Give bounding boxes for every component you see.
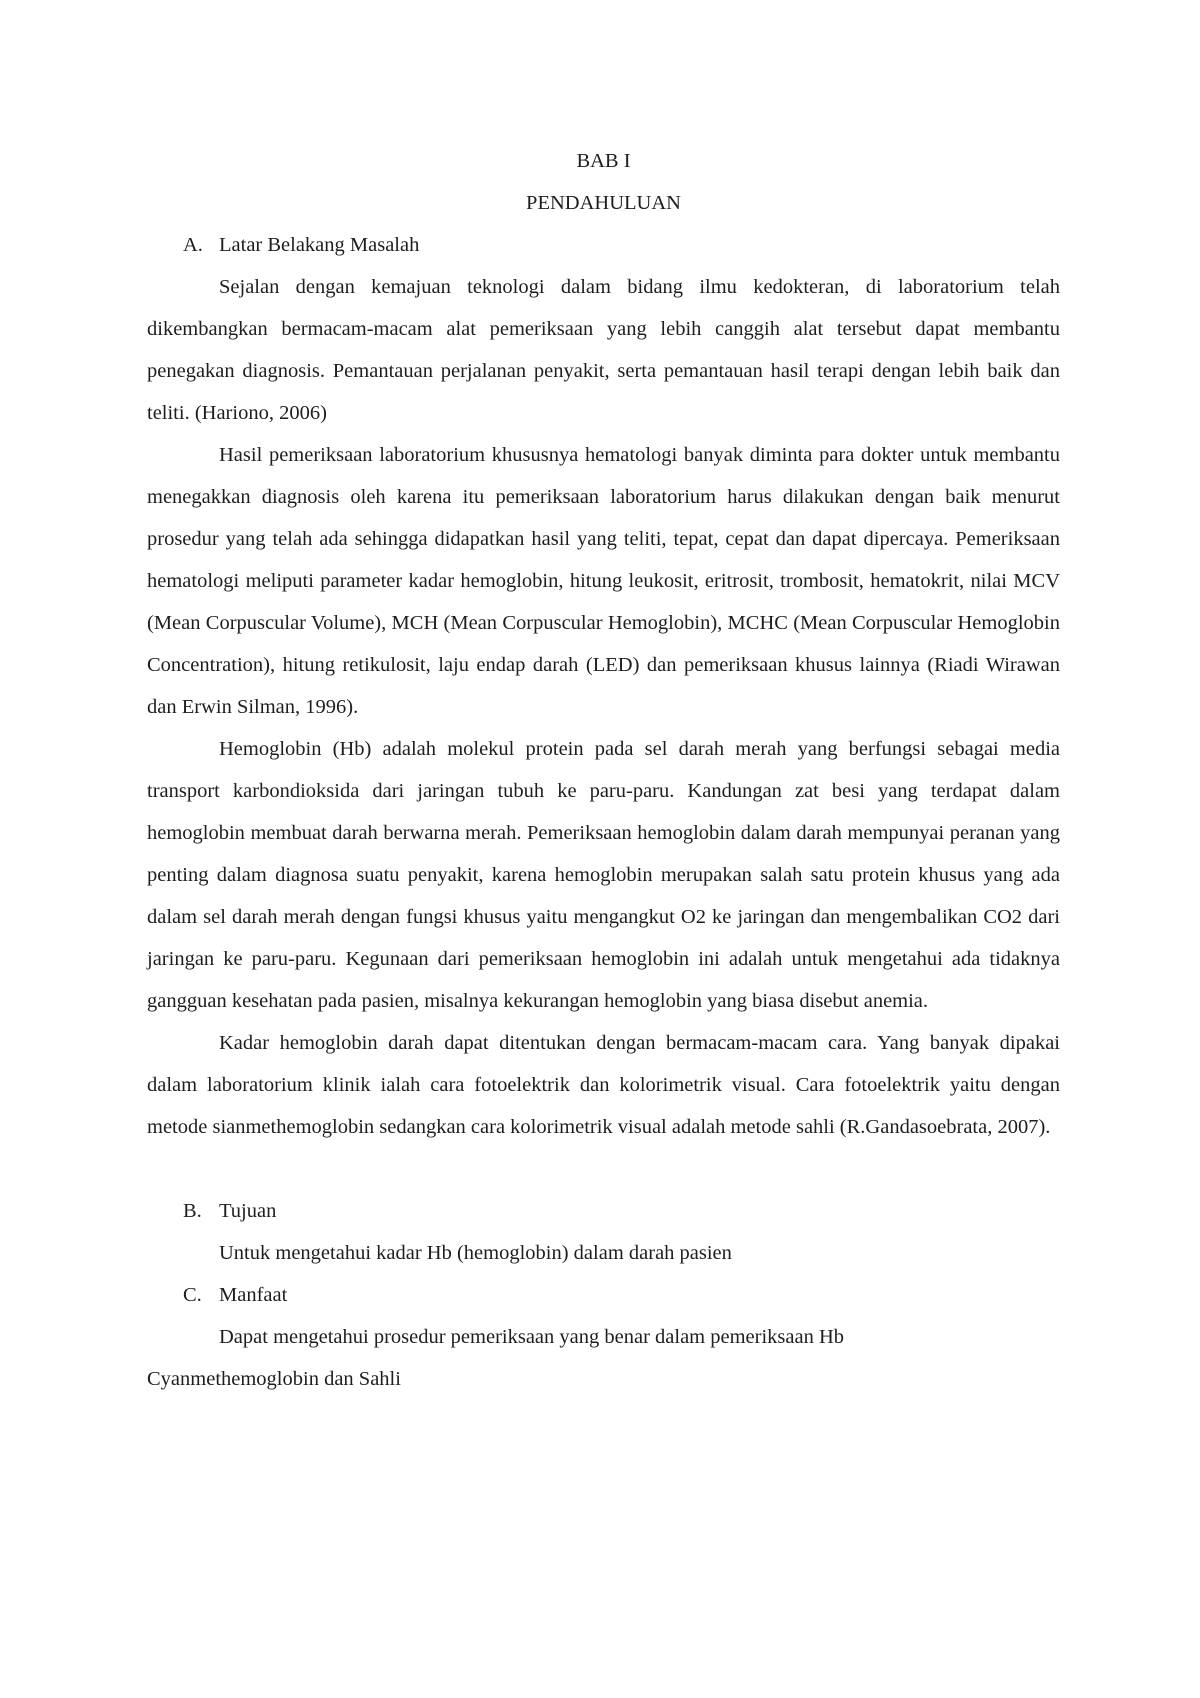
section-title: Tujuan (219, 1200, 277, 1222)
section-b-text: Untuk mengetahui kadar Hb (hemoglobin) dalam darah pasien (219, 1242, 732, 1264)
chapter-label: BAB I (576, 150, 631, 172)
section-number: B. (183, 1200, 202, 1222)
document-body (147, 140, 1060, 1400)
section-c-text-line1: Dapat mengetahui prosedur pemeriksaan yang benar dalam pemeriksaan Hb (219, 1326, 845, 1348)
spacer (147, 1148, 1060, 1190)
section-title: Latar Belakang Masalah (219, 234, 420, 256)
paragraph-1: Sejalan dengan kemajuan teknologi dalam bidang ilmu kedokteran, di laboratorium telah dikembangkan bermacam-macam alat pemeriksaan yang lebih canggih alat tersebut dapat membantu penegakan diagnosis. Pemantauan perjalanan penyakit, serta pemantauan hasil terapi dengan lebih baik dan teliti. (Hariono, 2006) (147, 276, 1060, 424)
paragraph-2: Hasil pemeriksaan laboratorium khususnya hematologi banyak diminta para dokter untuk membantu menegakkan diagnosis oleh karena itu pemeriksaan laboratorium harus dilakukan dengan baik menurut prosedur yang telah ada sehingga didapatkan hasil yang teliti, tepat, cepat dan dapat dipercaya. Pemeriksaan hematologi meliputi parameter kadar hemoglobin, hitung leukosit, eritrosit, trombosit, hematokrit, nilai MCV (Mean Corpuscular Volume), MCH (Mean Corpuscular Hemoglobin), MCHC (Mean Corpuscular Hemoglobin Concentration), hitung retikulosit, laju endap darah (LED) dan pemeriksaan khusus lainnya (Riadi Wirawan dan Erwin Silman, 1996). (147, 444, 1060, 718)
section-heading-b (147, 1190, 1060, 1232)
section-heading-c (147, 1274, 1060, 1316)
section-number: A. (183, 234, 203, 256)
section-heading-a (147, 224, 1060, 266)
chapter-title: PENDAHULUAN (526, 192, 681, 214)
paragraph-4: Kadar hemoglobin darah dapat ditentukan dengan bermacam-macam cara. Yang banyak dipakai dalam laboratorium klinik ialah cara fotoelektrik dan kolorimetrik visual. Cara fotoelektrik yaitu dengan metode sianmethemoglobin sedangkan cara kolorimetrik visual adalah metode sahli (R.Gandasoebrata, 2007). (147, 1032, 1060, 1138)
section-title: Manfaat (219, 1284, 288, 1306)
section-c-text-line2: Cyanmethemoglobin dan Sahli (147, 1368, 401, 1390)
paragraph-3: Hemoglobin (Hb) adalah molekul protein pada sel darah merah yang berfungsi sebagai media transport karbondioksida dari jaringan tubuh ke paru-paru. Kandungan zat besi yang terdapat dalam hemoglobin membuat darah berwarna merah. Pemeriksaan hemoglobin dalam darah mempunyai peranan yang penting dalam diagnosa suatu penyakit, karena hemoglobin merupakan salah satu protein khusus yang ada dalam sel darah merah dengan fungsi khusus yaitu mengangkut O2 ke jaringan dan mengembalikan CO2 dari jaringan ke paru-paru. Kegunaan dari pemeriksaan hemoglobin ini adalah untuk mengetahui ada tidaknya gangguan kesehatan pada pasien, misalnya kekurangan hemoglobin yang biasa disebut anemia. (147, 738, 1060, 1012)
section-number: C. (183, 1284, 202, 1306)
